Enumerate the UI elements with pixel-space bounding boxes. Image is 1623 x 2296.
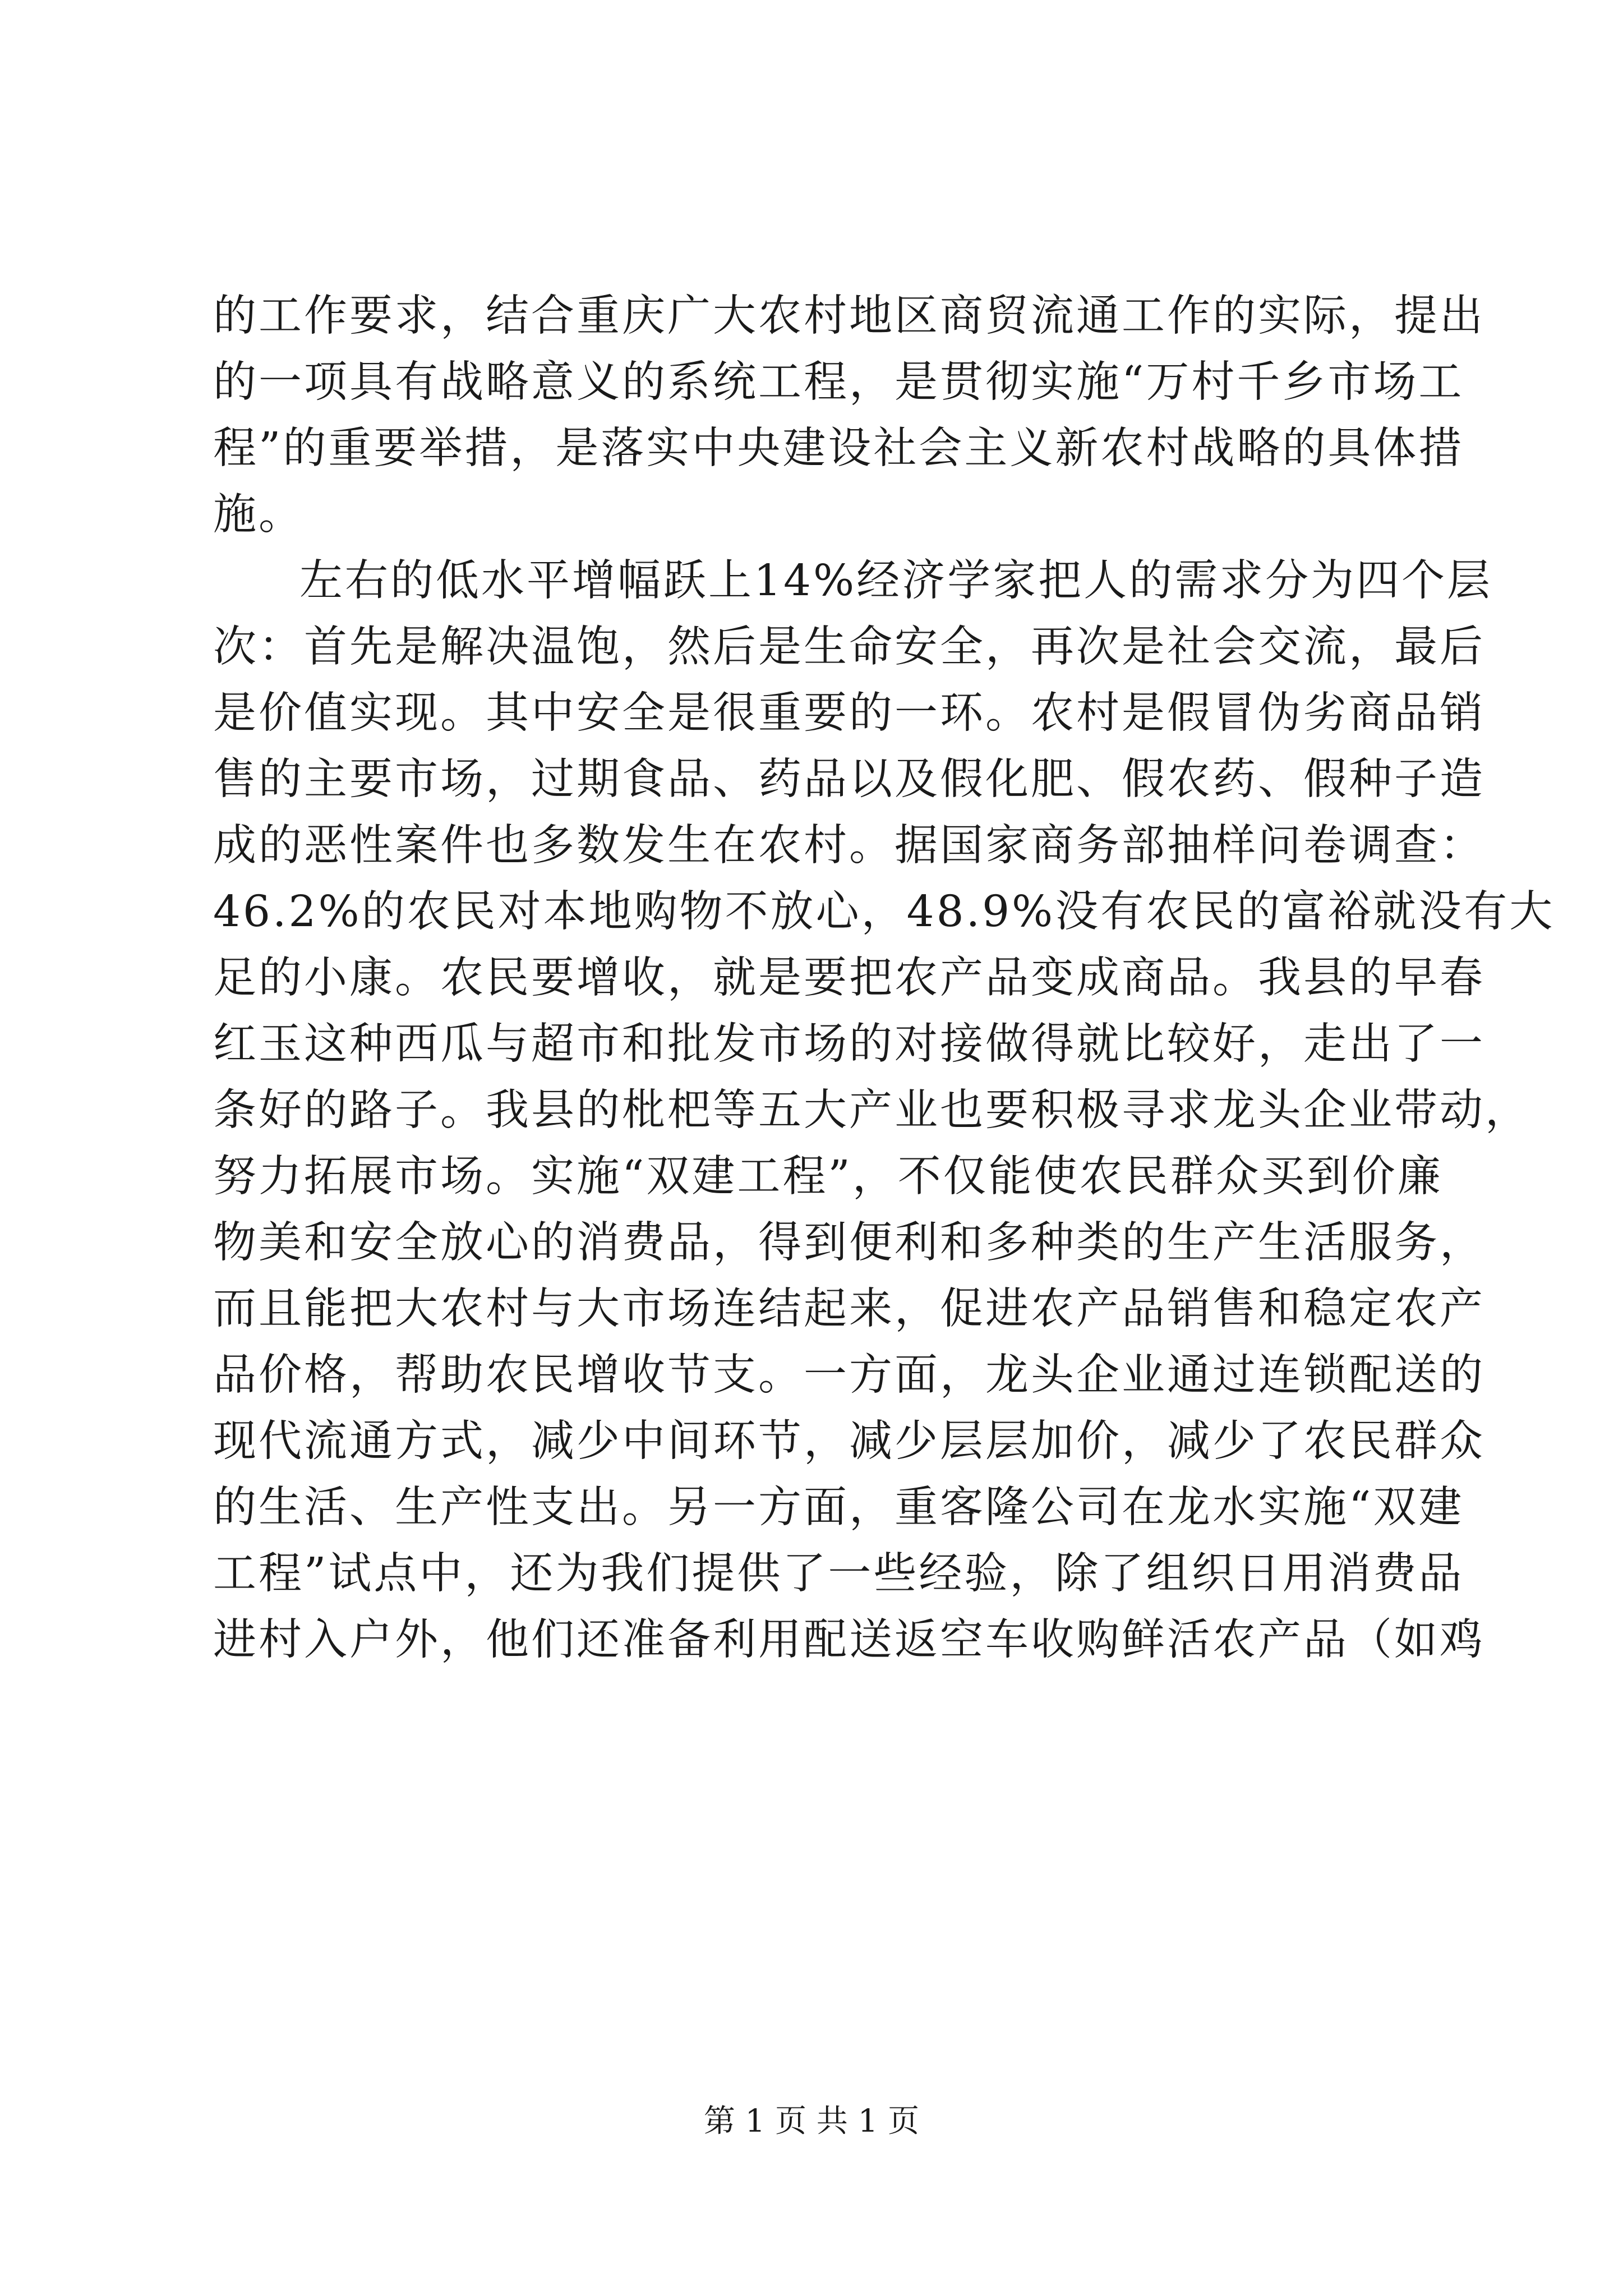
text-line: 的生活、生产性支出。另一方面，重客隆公司在龙水实施“双建 <box>213 1483 1464 1533</box>
text-line: 工程”试点中，还为我们提供了一些经验，除了组织日用消费品 <box>213 1549 1464 1599</box>
text-line: 品价格，帮助农民增收节支。一方面，龙头企业通过连锁配送的 <box>213 1350 1485 1400</box>
text-line: 的一项具有战略意义的系统工程，是贯彻实施“万村千乡市场工 <box>213 357 1464 407</box>
text-line: 现代流通方式，减少中间环节，减少层层加价，减少了农民群众 <box>213 1416 1485 1466</box>
text-line: 施。 <box>213 490 304 540</box>
text-line: 条好的路子。我县的枇杷等五大产业也要积极寻求龙头企业带动， <box>213 1085 1530 1135</box>
text-line: 售的主要市场，过期食品、药品以及假化肥、假农药、假种子造 <box>213 754 1485 804</box>
text-line: 进村入户外，他们还准备利用配送返空车收购鲜活农产品（如鸡 <box>213 1615 1485 1665</box>
text-line: 次：首先是解决温饱，然后是生命安全，再次是社会交流，最后 <box>213 622 1485 672</box>
text-line: 物美和安全放心的消费品，得到便利和多种类的生产生活服务， <box>213 1218 1485 1268</box>
page-number-footer: 第 1 页 共 1 页 <box>703 2103 920 2139</box>
text-line: 是价值实现。其中安全是很重要的一环。农村是假冒伪劣商品销 <box>213 688 1485 738</box>
text-line: 努力拓展市场。实施“双建工程”，不仅能使农民群众买到价廉 <box>213 1152 1443 1202</box>
text-line: 左右的低水平增幅跃上14%经济学家把人的需求分为四个层 <box>299 556 1493 606</box>
text-line: 足的小康。农民要增收，就是要把农产品变成商品。我县的早春 <box>213 953 1485 1003</box>
text-line: 成的恶性案件也多数发生在农村。据国家商务部抽样问卷调查： <box>213 821 1485 871</box>
text-line: 红玉这种西瓜与超市和批发市场的对接做得就比较好，走出了一 <box>213 1019 1485 1069</box>
text-line: 程”的重要举措，是落实中央建设社会主义新农村战略的具体措 <box>213 424 1464 473</box>
text-line: 46.2%的农民对本地购物不放心，48.9%没有农民的富裕就没有大 <box>213 887 1555 937</box>
text-line: 的工作要求，结合重庆广大农村地区商贸流通工作的实际，提出 <box>213 291 1485 341</box>
text-line: 而且能把大农村与大市场连结起来，促进农产品销售和稳定农产 <box>213 1284 1485 1334</box>
